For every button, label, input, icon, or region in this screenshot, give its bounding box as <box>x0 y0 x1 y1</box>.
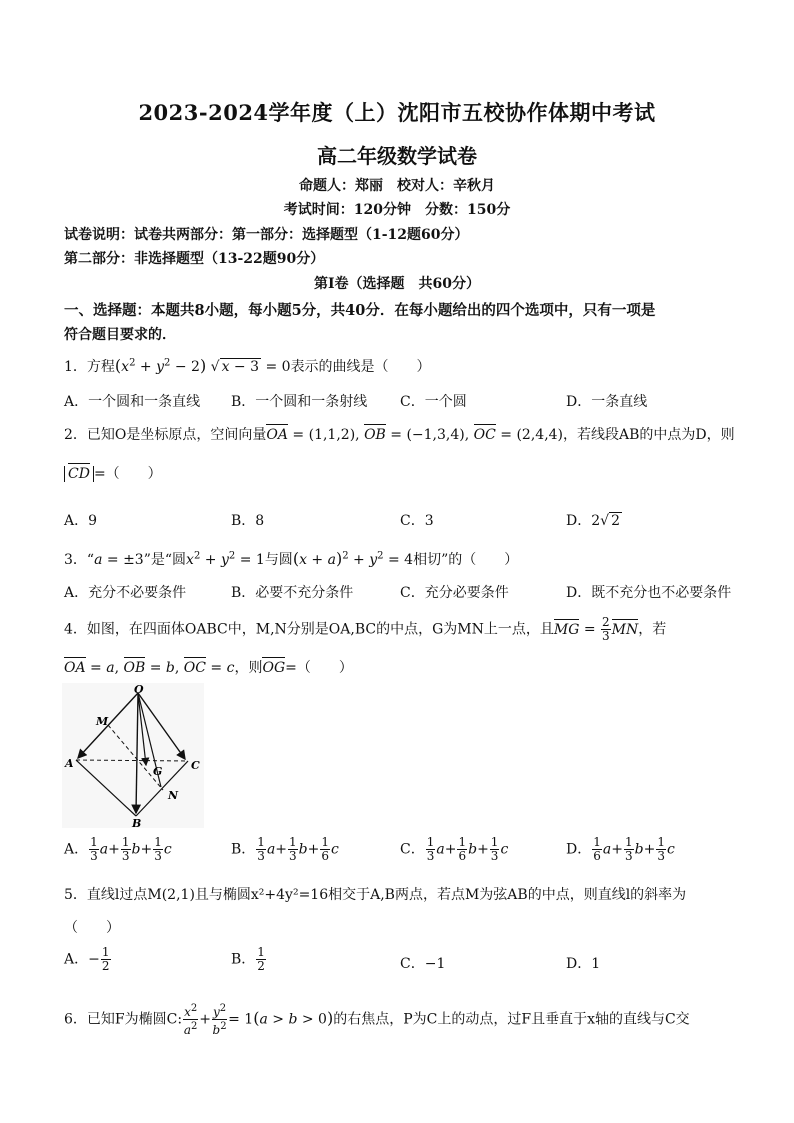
q2-option-b: B．8 <box>231 513 265 529</box>
part-title: 第Ⅰ卷（选择题 共60分） <box>313 276 481 292</box>
q4-option-c: C． $\frac{1}{3}$ a+ $\frac{1}{6}$ b+ $\frac{1}{3}$ c <box>400 835 509 863</box>
q3-option-a: A．充分不必要条件 <box>64 585 187 601</box>
q5-option-c: C．−1 <box>400 956 446 972</box>
question-5-paren: （ ） <box>64 920 120 936</box>
q3-option-c: C．充分必要条件 <box>400 585 509 601</box>
question-6: 6．已知F为椭圆C: $\frac{x^2}{a^2}$ + $\frac{y^2}{b^2}$ = 1(a > b > 0)的右焦点，P为C上的动点，过F且垂直于x轴的直线与C交 <box>64 1003 690 1037</box>
tetrahedron-figure <box>62 683 204 828</box>
q2-option-a: A．9 <box>64 513 98 529</box>
question-4: 4．如图，在四面体OABC中，M,N分别是OA,BC的中点，G为MN上一点，且MG = $\frac{2}{3}$ MN，若 <box>64 615 667 643</box>
label-n: N <box>168 789 179 802</box>
label-m: M <box>96 715 109 728</box>
question-2: 2．已知O是坐标原点，空间向量OA = (1,1,2), OB = (−1,3,4), OC = (2,4,4)，若线段AB的中点为D，则 <box>64 427 735 443</box>
q1-option-c: C．一个圆 <box>400 394 467 410</box>
label-g: G <box>153 765 163 778</box>
q1-option-a: A．一个圆和一条直线 <box>64 394 201 410</box>
authors-line: 命题人：郑丽 校对人：辛秋月 <box>299 178 495 194</box>
q5-option-a: A．− $\frac{1}{2}$ <box>64 945 110 973</box>
question-5: 5．直线l过点M(2,1)且与椭圆x²+4y²=16相交于A,B两点，若点M为弦AB的中点，则直线l的斜率为 <box>64 887 687 903</box>
label-o: O <box>134 683 144 696</box>
q2-option-d: D．2√ 2 <box>566 513 620 529</box>
label-b: B <box>132 817 142 828</box>
q1-option-b: B．一个圆和一条射线 <box>231 394 368 410</box>
label-a: A <box>65 757 74 770</box>
section-intro-1: 一、选择题：本题共8小题，每小题5分，共40分．在每小题给出的四个选项中，只有一项是 <box>64 302 656 319</box>
q4-option-d: D． $\frac{1}{6}$ a+ $\frac{1}{3}$ b+ $\frac{1}{3}$ c <box>566 835 675 863</box>
exam-subtitle: 高二年级数学试卷 <box>317 144 477 168</box>
question-4-line-2: OA = a, OB = b, OC = c，则OG=（ ） <box>64 660 353 676</box>
question-3: 3．“a = ±3”是“圆$x^2 + y^2 = 1$与圆$(x + a)^2 + y^2 = 4$相切”的（ ） <box>64 549 519 568</box>
q5-option-d: D．1 <box>566 956 601 972</box>
q3-option-b: B．必要不充分条件 <box>231 585 354 601</box>
description-line-2: 第二部分：非选择题型（13-22题90分） <box>64 251 325 267</box>
q1-option-d: D．一条直线 <box>566 394 648 410</box>
q5-option-b: B． $\frac{1}{2}$ <box>231 945 265 973</box>
tetrahedron-diagram <box>62 683 204 828</box>
question-2-line-2: CD =（ ） <box>64 463 162 483</box>
q4-option-b: B． $\frac{1}{3}$ a+ $\frac{1}{3}$ b+ $\frac{1}{6}$ c <box>231 835 339 863</box>
exam-info-line: 考试时间：120分钟 分数：150分 <box>283 202 511 218</box>
question-1: 1．方程$(x^2 + y^2 - 2)$ √ x − 3 = 0表示的曲线是（ ） <box>64 356 431 375</box>
q3-option-d: D．既不充分也不必要条件 <box>566 585 732 601</box>
section-intro-2: 符合题目要求的． <box>64 327 176 343</box>
description-line-1: 试卷说明：试卷共两部分：第一部分：选择题型（1-12题60分） <box>64 227 469 243</box>
exam-title: 2023-2024学年度（上）沈阳市五校协作体期中考试 <box>138 100 656 125</box>
q2-option-c: C．3 <box>400 513 434 529</box>
q4-option-a: A． $\frac{1}{3}$ a+ $\frac{1}{3}$ b+ $\frac{1}{3}$ c <box>64 835 172 863</box>
label-c: C <box>191 759 200 772</box>
